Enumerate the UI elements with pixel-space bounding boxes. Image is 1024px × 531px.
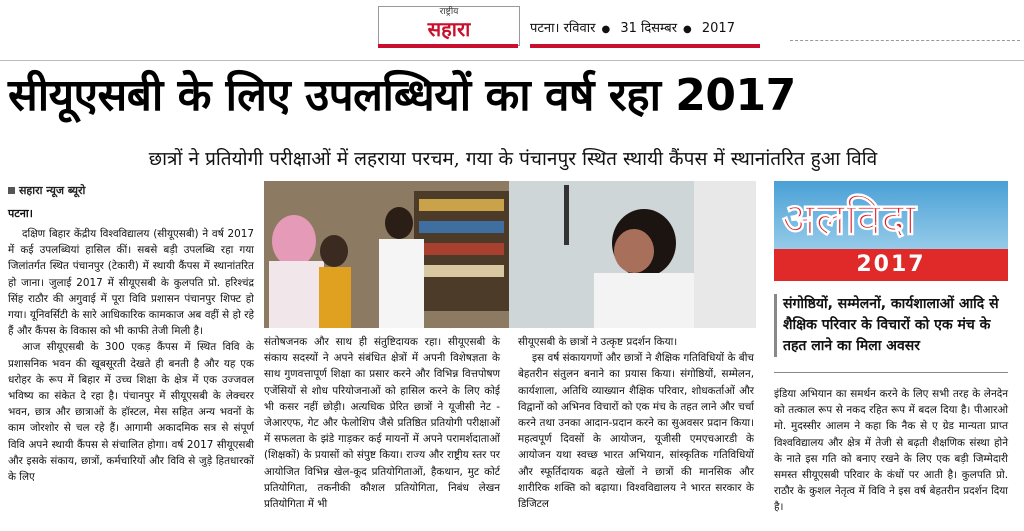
article-column-4 [774, 386, 1008, 516]
article-column-3 [518, 334, 754, 512]
issue-city: पटना [530, 21, 555, 36]
paragraph: संतोषजनक और साथ ही संतुष्टिदायक रहा। सीयूएसबी के संकाय सदस्यों ने अपने संबंधित क्षेत्रों में अपनी विशेषज्ञता के साथ गुणवत्तापूर्ण शिक्षा का प्रसार करने और विभिन्न वित्तपोषण एजेंसियों से शोध परियोजनाओं को हासिल करने के लिए कोई भी कसर नहीं छोड़ी। अत्यधिक प्रेरित छात्रों ने यूजीसी नेट - जेआरएफ, गेट और फेलोशिप जैसे प्रतिष्ठित प्रतियोगी परीक्षाओं में सफलता के झंडे गाड़कर कई मायनों में अपने परामर्शदाताओं (शिक्षकों) के प्रयासों को संपुष्ट किया। राज्य और राष्ट्रीय स्तर पर आयोजित विभिन्न खेल-कूद प्रतियोगिताओं, हैकथान, मुट कोर्ट प्रतियोगिता, तकनीकी कौशल प्रतियोगिता, निबंध लेखन प्रतियोगिता में भी [264, 336, 500, 511]
article-photo [264, 181, 756, 328]
issue-date: 31 दिसम्बर [620, 21, 678, 36]
logo-underline [378, 44, 518, 48]
logo-tagline: राष्ट्रीय [439, 7, 459, 17]
issue-dateline: पटना। रविवार ● 31 दिसम्बर ● 2017 [530, 21, 735, 36]
masthead-dash-divider [790, 40, 1020, 41]
article-column-2 [264, 334, 500, 512]
byline-text: सहारा न्यूज ब्यूरो [19, 184, 86, 197]
dateline-underline [530, 44, 760, 48]
paragraph: दक्षिण बिहार केंद्रीय विश्वविद्यालय (सीयूएसबी) ने वर्ष 2017 में कई उपलब्धियां हासिल कीं। सबसे बड़ी उपलब्धि रहा गया जिलांतर्गत स्थित पंचानपुर (टेकारी) में स्थायी कैंपस में स्थानांतरित हो जाना। जुलाई 2017 में सीयूएसबी के कुलपति प्रो. हरिश्चंद्र सिंह राठौर की अगुवाई में पूरा विवि प्रशासन पंचानपुर शिफ्ट हो गया। यूनिवर्सिटी के सारे आधिकारिक कामकाज अब वहीं से हो रहे हैं और कैंपस के विकास को भी काफी तेजी मिली है। [8, 228, 254, 338]
masthead [0, 0, 1024, 52]
issue-year: 2017 [701, 21, 735, 36]
article-subheadline: छात्रों ने प्रतियोगी परीक्षाओं में लहराया परचम, गया के पंचानपुर स्थित स्थायी कैंपस में स्थानांतरित हुआ विवि [148, 148, 878, 170]
paragraph: इंडिया अभियान का समर्थन करने के लिए सभी तरह के लेनदेन को तत्काल रूप से नकद रहित रूप में बदल दिया है। पीआरओ मो. मुदस्सीर आलम ने कहा कि नैक से ए ग्रेड मान्यता प्राप्त विश्वविद्यालय और क्षेत्र में तेजी से बढ़ती शैक्षणिक संस्था होने के नाते इस गति को बनाए रखने के लिए एक बड़ी जिम्मेदारी समस्त सीयूएसबी परिवार के कंधों पर आती है। कुलपति प्रो. राठौर के कुशल नेतृत्व में विवि ने इस वर्ष बेहतरीन प्रदर्शन दिया है। [774, 388, 1008, 514]
header-rule [0, 60, 1024, 61]
pull-quote: संगोष्ठियों, सम्मेलनों, कार्यशालाओं आदि से शैक्षिक परिवार के विचारों को एक मंच के तहत लाने का मिला अवसर [774, 294, 1017, 357]
lab-library-photo [264, 181, 756, 328]
pull-quote-rule [774, 372, 1008, 373]
alvida-2017-banner [774, 181, 1008, 281]
paragraph: इस वर्ष संकायगणों और छात्रों ने शैक्षिक गतिविधियों के बीच बेहतरीन संतुलन बनाने का प्रयास किया। संगोष्ठियों, सम्मेलन, कार्यशाला, अतिथि व्याख्यान शैक्षिक परिवार, शोधकर्ताओं और विद्वानों को अभिनव विचारों को एक मंच के तहत लाने और चर्चा करने तथा उनका आदान-प्रदान करने का सुअवसर प्रदान किया। महत्वपूर्ण दिवसों के आयोजन, यूजीसी एमएचआरडी के आयोजन यथा स्वच्छ भारत अभियान, सांस्कृतिक गतिविधियों और स्फूर्तिदायक बढ़ते खेलों ने छात्रों की मानसिक और शारीरिक शक्ति को बढ़ाया। विश्वविद्यालय ने भारत सरकार के डिजिटल [518, 352, 754, 511]
article-column-1 [8, 226, 254, 485]
logo-name: सहारा [427, 17, 471, 41]
byline-square-icon [8, 187, 15, 194]
byline [8, 183, 85, 198]
article-headline: सीयूएसबी के लिए उपलब्धियों का वर्ष रहा 2017 [8, 70, 796, 121]
alvida-word: अलविदा [782, 194, 917, 245]
alvida-year: 2017 [774, 249, 1008, 281]
issue-day: रविवार [563, 21, 596, 36]
newspaper-logo [378, 6, 520, 46]
paragraph: आज सीयूएसबी के 300 एकड़ कैंपस में स्थित विवि के प्रशासनिक भवन की खूबसूरती देखते ही बनती है और यह एक धरोहर के रूप में बिहार में उच्च शिक्षा के क्षेत्र में एक उज्जवल भविष्य का संकेत दे रहा है। पंचानपुर में सीयूएसबी के लेक्चरर भवन, छात्र और छात्राओं के हॉस्टल, मेस सहित अन्य भवनों के काम जोरशोर से चल रहे हैं। आगामी अकादमिक सत्र से संपूर्ण विवि अपने स्थायी कैंपस से संचालित होगा। वर्ष 2017 सीयूएसबी और इसके संकाय, छात्रों, कर्मचारियों और विवि से जुड़े हितधारकों के लिए [8, 341, 254, 484]
paragraph: सीयूएसबी के छात्रों ने उत्कृष्ट प्रदर्शन किया। [518, 336, 678, 348]
article-dateline: पटना। [8, 207, 33, 220]
